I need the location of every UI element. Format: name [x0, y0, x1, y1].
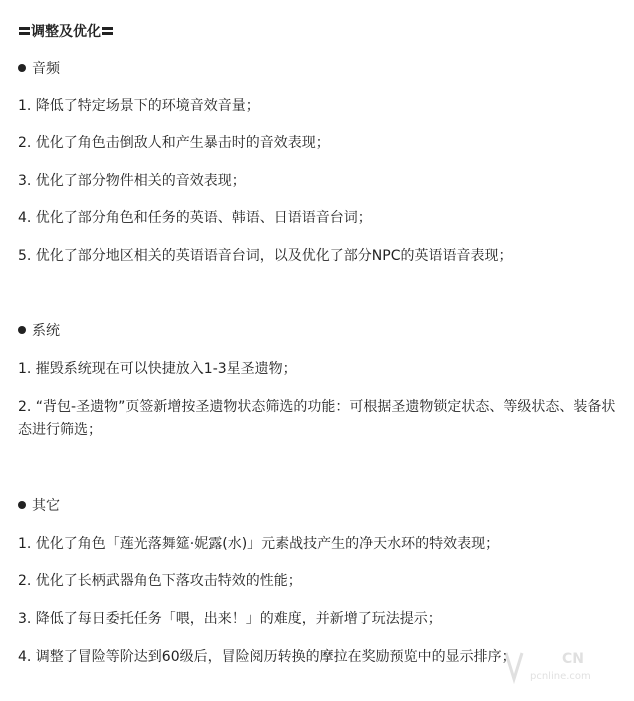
- section-title: 音频: [32, 61, 60, 77]
- bullet-icon: [18, 501, 26, 509]
- list-item: 1. 降低了特定场景下的环境音效音量；: [18, 98, 260, 114]
- list-item: 4. 优化了部分角色和任务的英语、韩语、日语语音台词；: [18, 210, 372, 226]
- watermark-glyph: [506, 653, 522, 679]
- list-item: 4. 调整了冒险等阶达到60级后，冒险阅历转换的摩拉在奖励预览中的显示排序；: [18, 649, 516, 665]
- section-title: 其它: [32, 498, 60, 514]
- section-header-audio: [18, 58, 60, 80]
- section-title: 系统: [32, 323, 60, 339]
- list-item: 1. 优化了角色「莲光落舞筵·妮露(水)」元素战技产生的净天水环的特效表现；: [18, 536, 500, 552]
- watermark-logo: [502, 645, 622, 685]
- section-header-system: [18, 320, 60, 342]
- watermark-text-top: CN: [562, 651, 584, 667]
- list-item: 2. 优化了角色击倒敌人和产生暴击时的音效表现；: [18, 135, 330, 151]
- double-bar-icon: [19, 27, 30, 35]
- double-bar-icon: [102, 27, 113, 35]
- watermark-text-bottom: pcnline.com: [530, 671, 591, 682]
- list-item: 3. 降低了每日委托任务「喂，出来！」的难度，并新增了玩法提示；: [18, 611, 442, 627]
- bullet-icon: [18, 326, 26, 334]
- list-item: 2. “背包-圣遗物”页签新增按圣遗物状态筛选的功能：可根据圣遗物锁定状态、等级状态、装备状态进行筛选；: [18, 399, 616, 438]
- list-item: 5. 优化了部分地区相关的英语语音台词，以及优化了部分NPC的英语语音表现；: [18, 248, 513, 264]
- page-title-text: 调整及优化: [31, 24, 101, 40]
- list-item: 1. 摧毁系统现在可以快捷放入1-3星圣遗物；: [18, 361, 297, 377]
- page-title: [18, 21, 114, 43]
- section-header-other: [18, 495, 60, 517]
- bullet-icon: [18, 64, 26, 72]
- list-item: 3. 优化了部分物件相关的音效表现；: [18, 173, 246, 189]
- list-item: 2. 优化了长柄武器角色下落攻击特效的性能；: [18, 573, 302, 589]
